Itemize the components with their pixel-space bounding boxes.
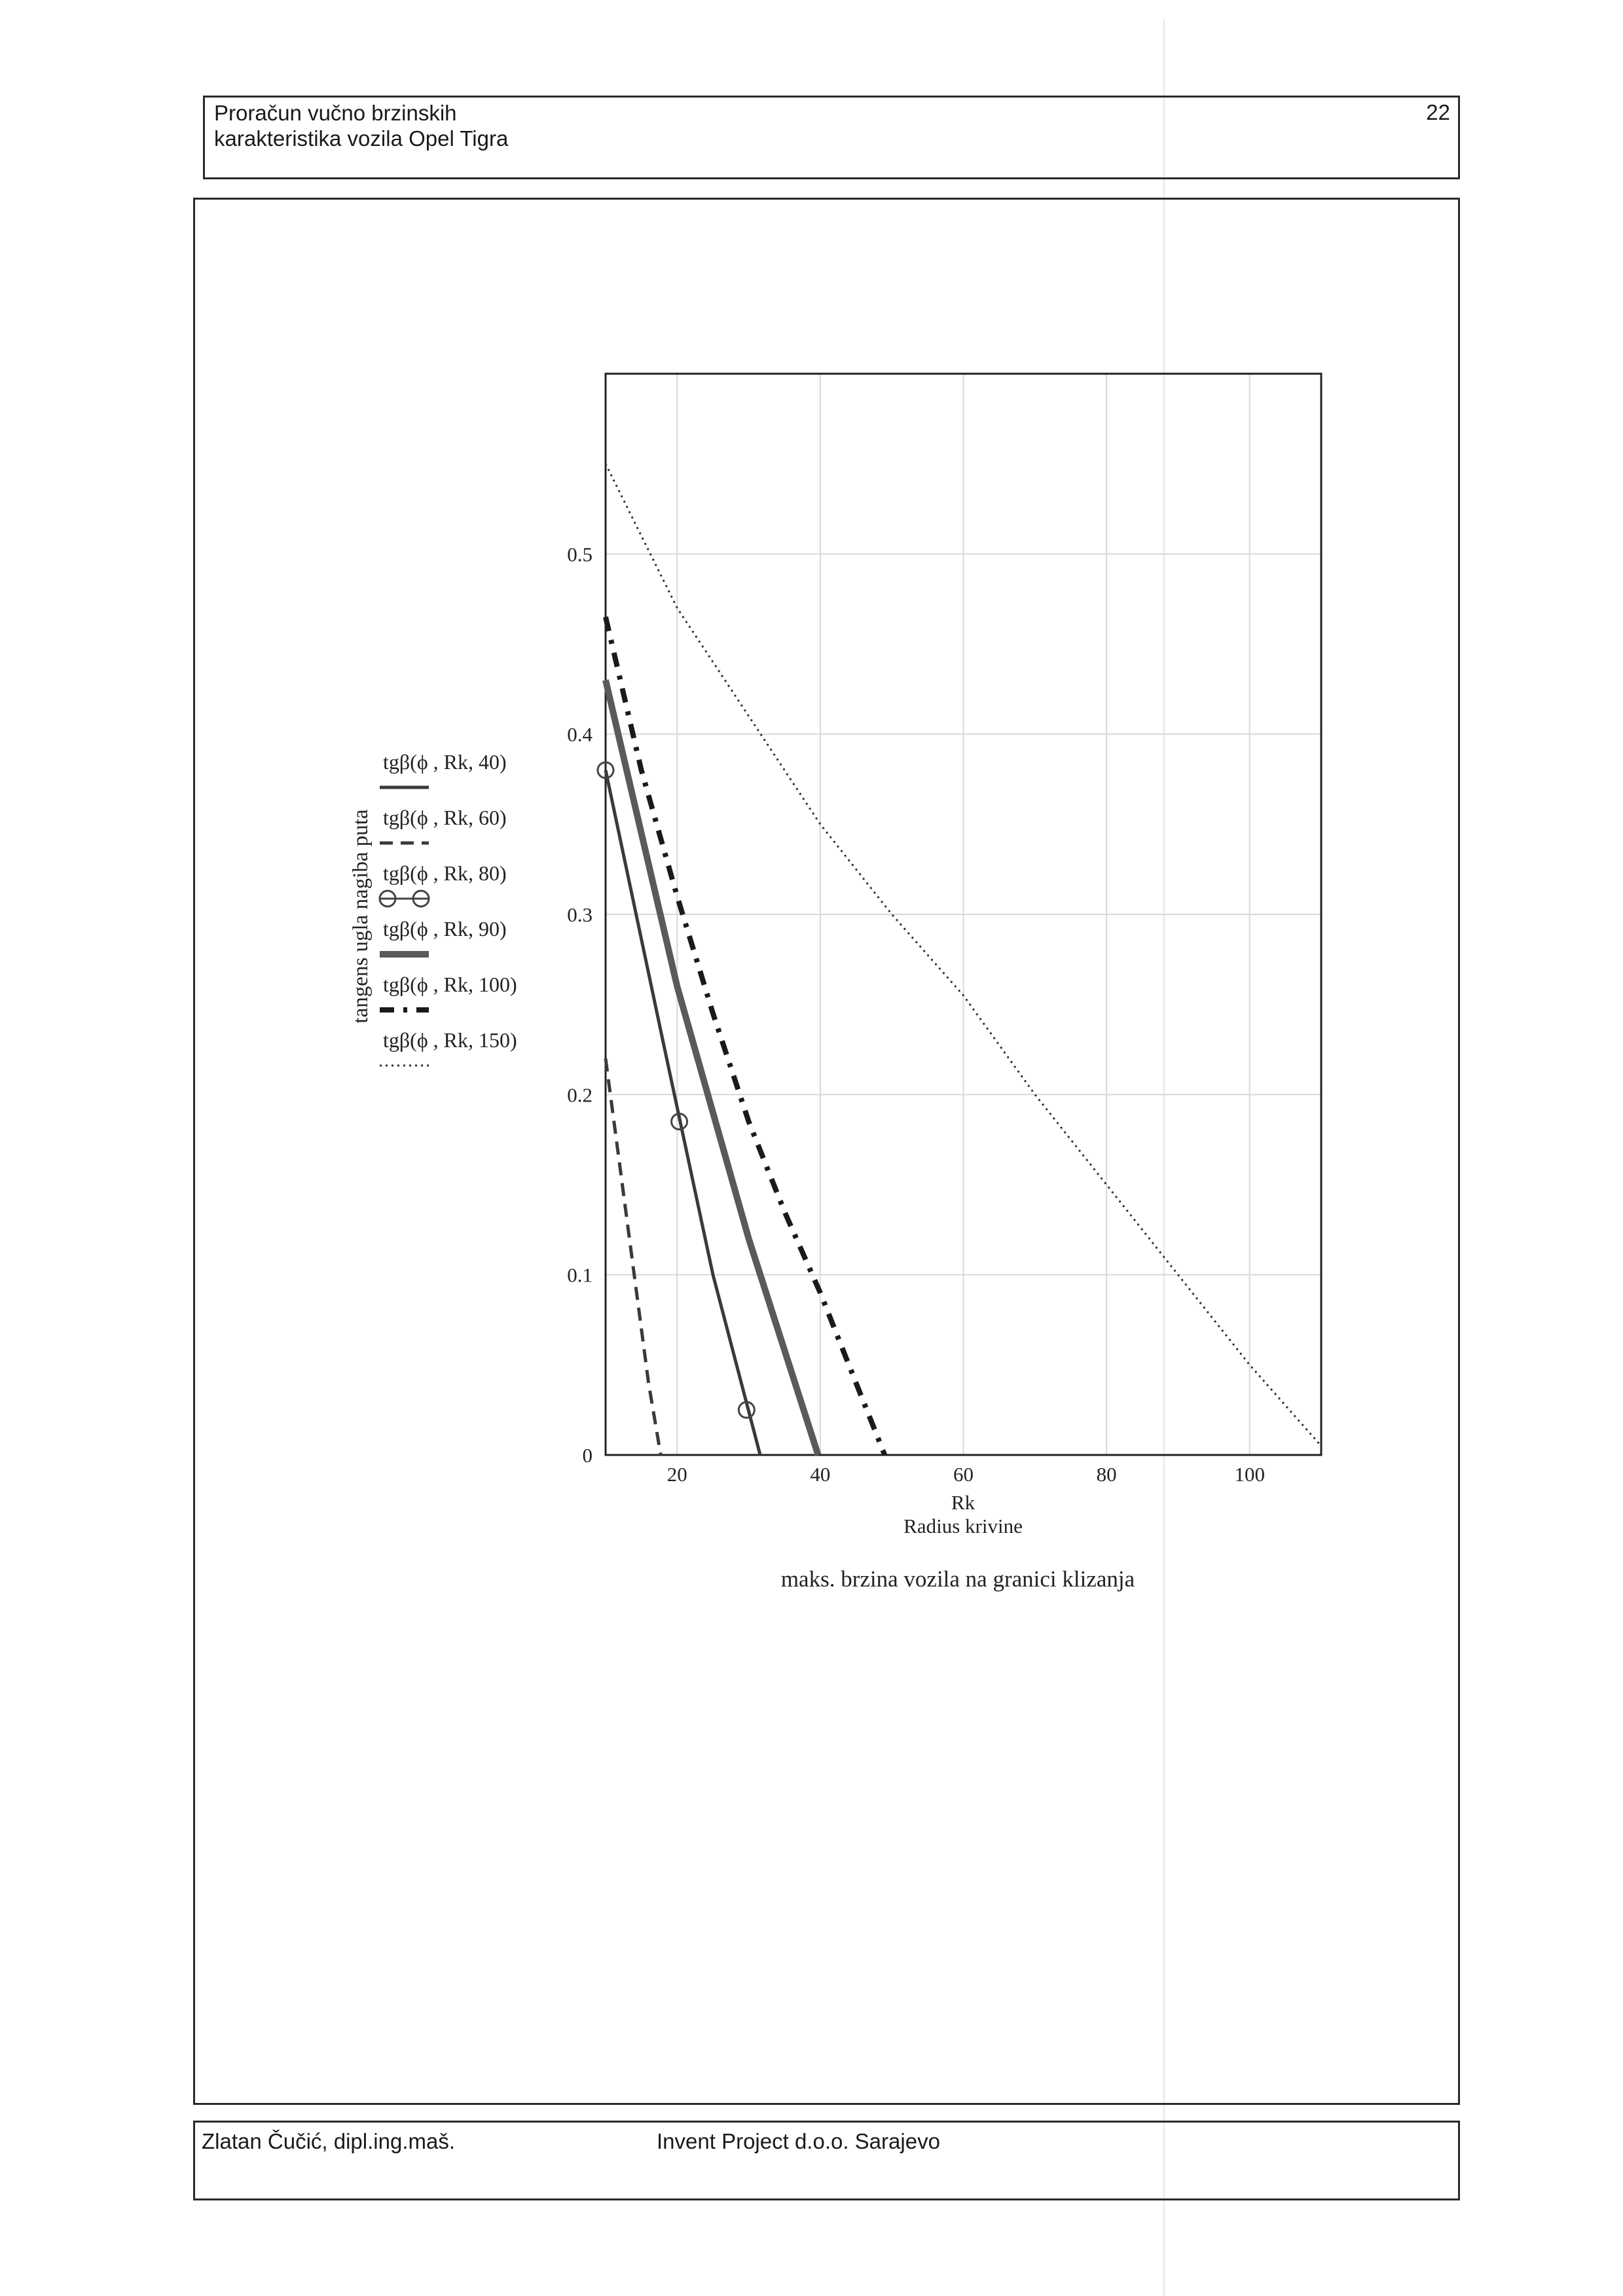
y-tick-label: 0.3 <box>567 903 593 926</box>
chart-grid <box>606 374 1321 1455</box>
y-tick-label: 0.1 <box>567 1263 593 1287</box>
x-tick-label: 20 <box>666 1463 687 1486</box>
y-tick-label: 0.2 <box>567 1083 593 1107</box>
legend-label: tgβ(ϕ , Rk, 100) <box>383 973 517 996</box>
footer-author: Zlatan Čučić, dipl.ing.maš. <box>202 2129 455 2153</box>
y-tick-label: 0.4 <box>567 723 593 746</box>
legend-label: tgβ(ϕ , Rk, 80) <box>383 861 507 885</box>
legend-label: tgβ(ϕ , Rk, 90) <box>383 917 507 941</box>
chart-legend <box>380 750 517 1066</box>
series-line-4 <box>606 617 884 1455</box>
x-axis-label: Rk <box>951 1491 976 1514</box>
footer-company: Invent Project d.o.o. Sarajevo <box>657 2129 940 2153</box>
x-tick-label: 80 <box>1096 1463 1117 1486</box>
x-axis-label-secondary: Radius krivine <box>903 1515 1023 1537</box>
chart-series <box>598 464 1321 1455</box>
y-tick-label: 0.5 <box>567 543 593 566</box>
page-number: 22 <box>1426 100 1450 124</box>
x-tick-label: 60 <box>953 1463 974 1486</box>
document-title-line1: Proračun vučno brzinskih <box>214 101 457 125</box>
chart-title: maks. brzina vozila na granici klizanja <box>780 1566 1135 1592</box>
x-tick-label: 40 <box>810 1463 831 1486</box>
y-axis-label: tangens ugla nagiba puta <box>349 809 373 1024</box>
series-line-3 <box>606 680 818 1455</box>
legend-label: tgβ(ϕ , Rk, 150) <box>383 1028 517 1052</box>
document-title-line2: karakteristika vozila Opel Tigra <box>214 126 509 151</box>
legend-label: tgβ(ϕ , Rk, 40) <box>383 750 507 774</box>
legend-label: tgβ(ϕ , Rk, 60) <box>383 806 507 829</box>
y-tick-label: 0 <box>582 1444 593 1467</box>
chart-ticks <box>567 543 1265 1486</box>
series-line-1 <box>606 1058 661 1455</box>
x-tick-label: 100 <box>1234 1463 1265 1486</box>
series-line-0 <box>606 770 760 1455</box>
